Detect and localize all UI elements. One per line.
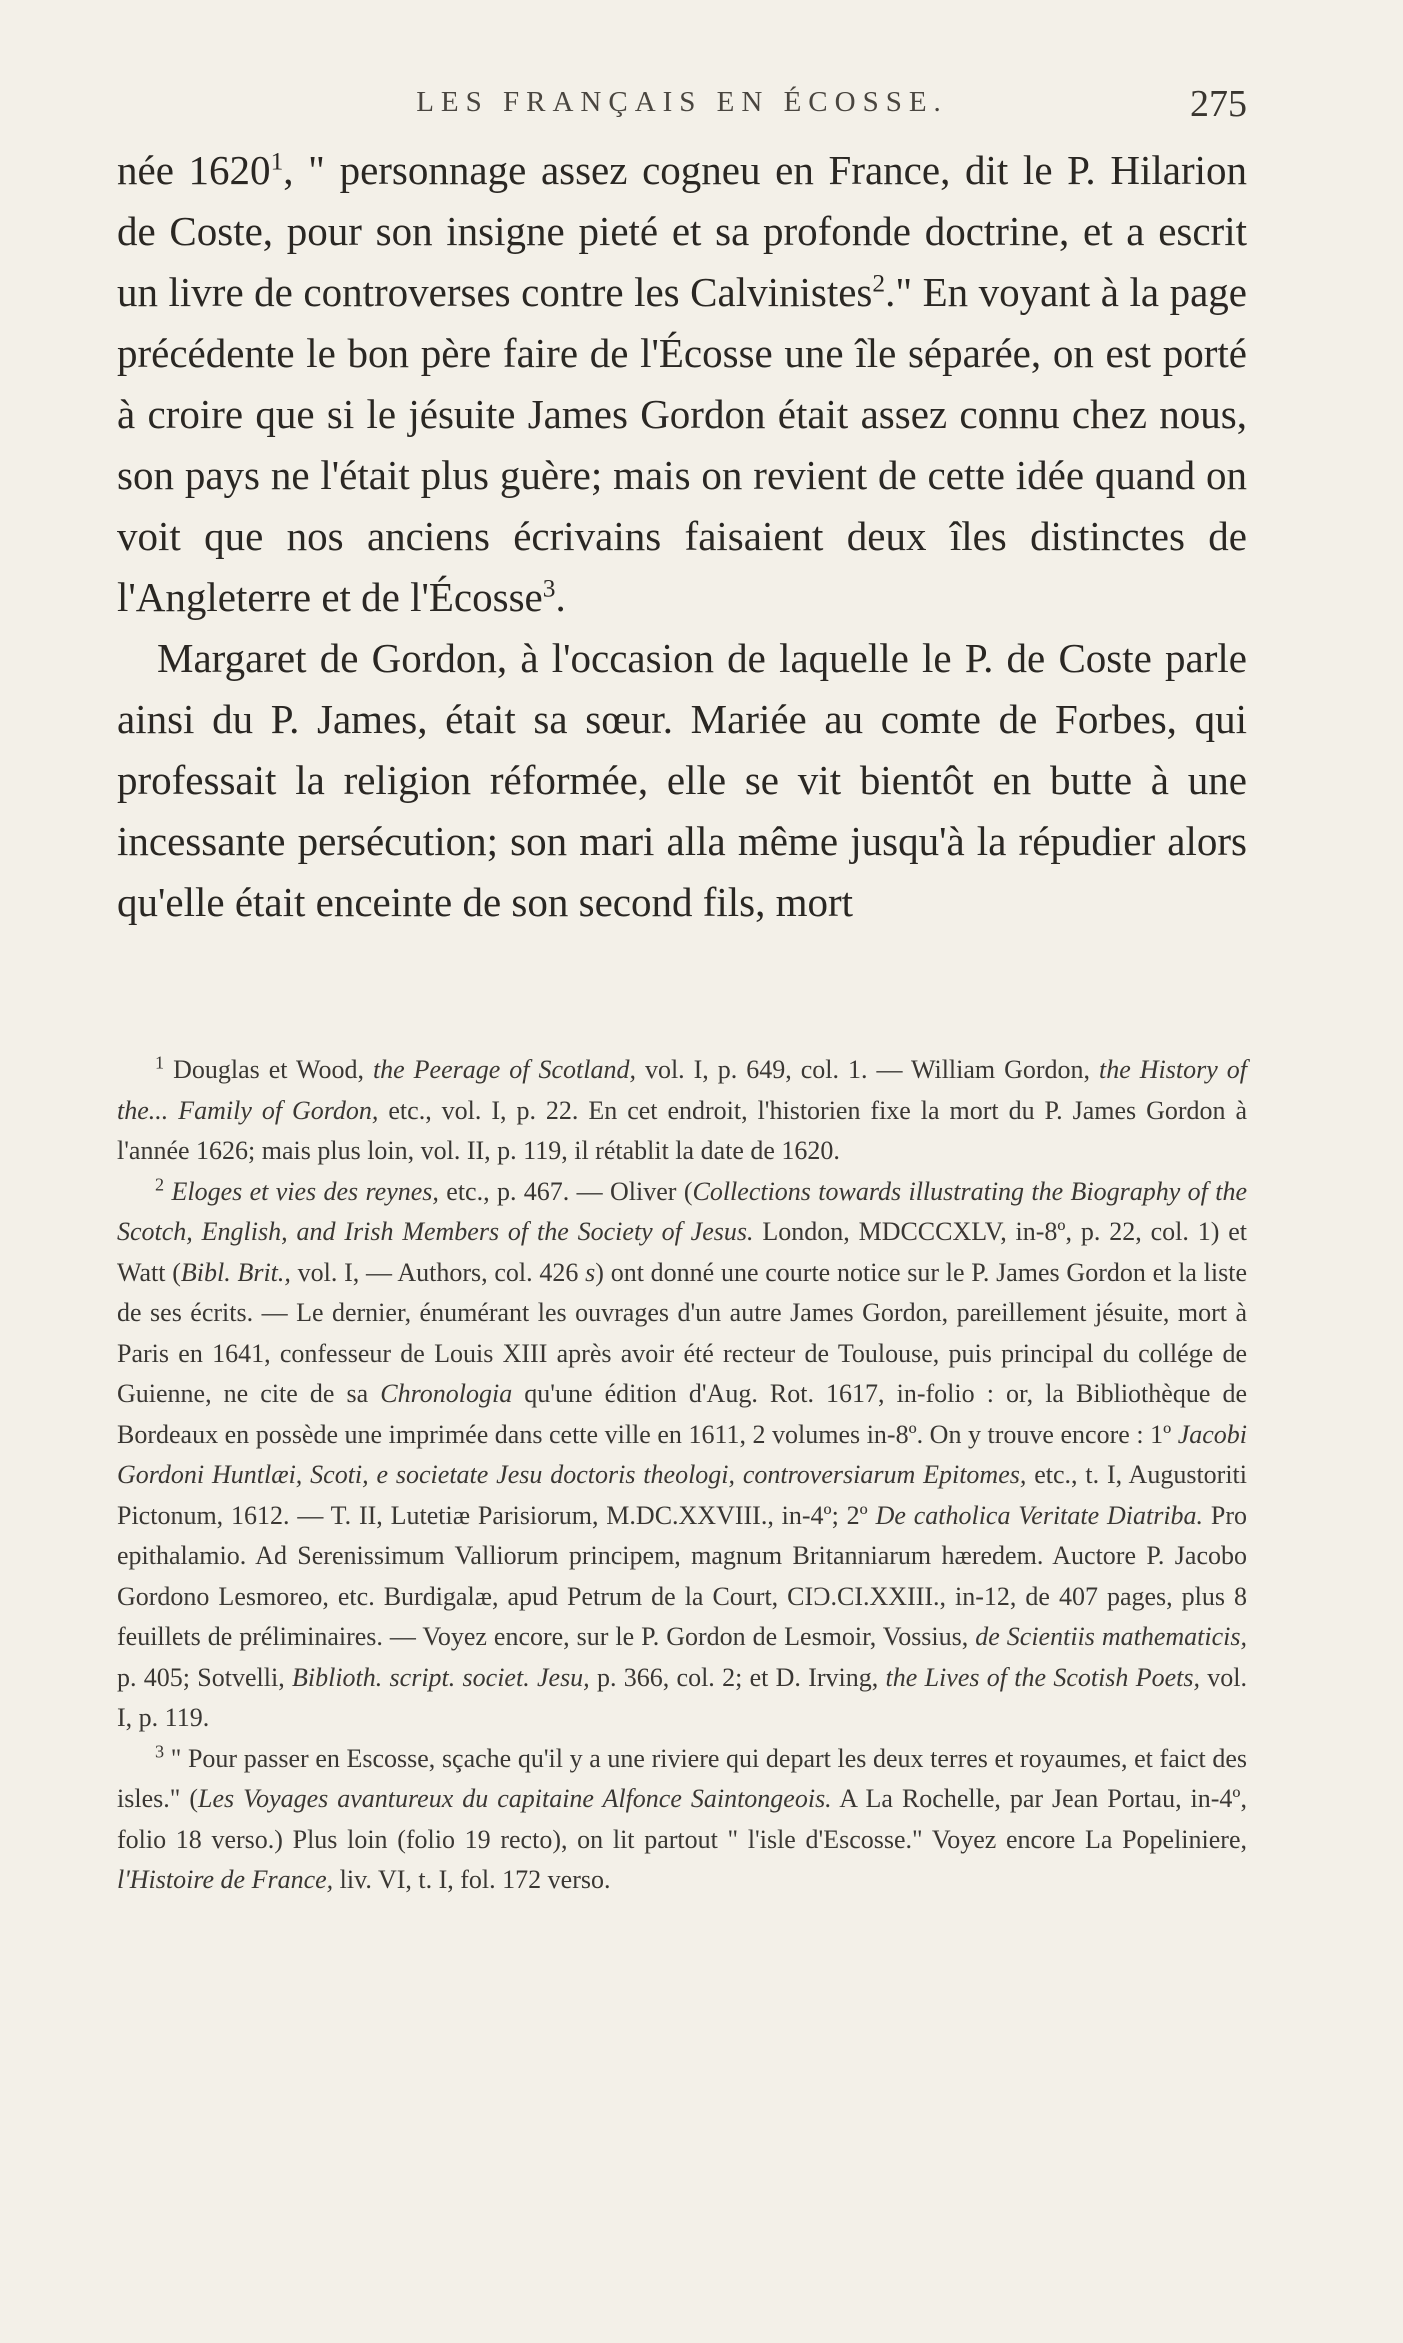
footnote-3: $^3$ " Pour passer en Escosse, sçache qu'il y a une riviere qui depart les deux terres et royaumes, et faict des isles." (Les Voyages avantureux du capitaine Alfonce Saintongeois. A La Rochelle, par Jean Portau, in-4º, folio 18 verso.) Plus loin (folio 19 recto), on lit partout " l'isle d'Escosse." Voyez encore La Popeliniere, l'Histoire de France, liv. VI, t. I, fol. 172 verso. — [117, 1740, 1248, 1894]
footnotes — [117, 1050, 1247, 1901]
paragraph-1: née 1620$^1$, " personnage assez cogneu en France, dit le P. Hilarion de Coste, pour son insigne pieté et sa profonde doctrine, et a escrit un livre de controverses contre les Calvinistes$^2$." En voyant à la page précédente le bon père faire de l'Écosse une île séparée, on est porté à croire que si le jésuite James Gordon était assez connu chez nous, son pays ne l'était plus guère; mais on revient de cette idée quand on voit que nos anciens écrivains faisaient deux îles distinctes de l'Angleterre et de l'Écosse$^3$. — [117, 147, 1247, 620]
running-title: LES FRANÇAIS EN ÉCOSSE. — [416, 86, 948, 118]
footnote-1: $^1$ Douglas et Wood, the Peerage of Scotland, vol. I, p. 649, col. 1. — William Gordon, the History of the... Family of Gordon, etc., vol. I, p. 22. En cet endroit, l'historien fixe la mort du P. James Gordon à l'année 1626; mais plus loin, vol. II, p. 119, il rétablit la date de 1620. — [117, 1052, 1248, 1165]
footnote-ref-3: 3 — [542, 574, 556, 603]
page-header — [117, 78, 1247, 138]
footnote-ref-1: 1 — [270, 147, 284, 176]
page-number: 275 — [1190, 83, 1247, 125]
main-text — [117, 140, 1247, 933]
footnote-ref-2: 2 — [872, 269, 886, 298]
paragraph-2: Margaret de Gordon, à l'occasion de laquelle le P. de Coste parle ainsi du P. James, était sa sœur. Mariée au comte de Forbes, qui professait la religion réformée, elle se vit bientôt en butte à une incessante persécution; son mari alla même jusqu'à la répudier alors qu'elle était enceinte de son second fils, mort — [117, 635, 1247, 925]
footnote-2: $^2$ Eloges et vies des reynes, etc., p. 467. — Oliver (Collections towards illustrating the Biography of the Scotch, English, and Irish Members of the Society of Jesus. London, MDCCCXLV, in-8º, p. 22, col. 1) et Watt (Bibl. Brit., vol. I, — Authors, col. 426 s) ont donné une courte notice sur le P. James Gordon et la liste de ses écrits. — Le dernier, énumérant les ouvrages d'un autre James Gordon, pareillement jésuite, mort à Paris en 1641, confesseur de Louis XIII après avoir été recteur de Toulouse, puis principal du collége de Guienne, ne cite de sa Chronologia qu'une édition d'Aug. Rot. 1617, in-folio : or, la Bibliothèque de Bordeaux en possède une imprimée dans cette ville en 1611, 2 volumes in-8º. On y trouve encore : 1º Jacobi Gordoni Huntlæi, Scoti, e societate Jesu doctoris theologi, controversiarum Epitomes, etc., t. I, Augustoriti Pictonum, 1612. — T. II, Lutetiæ Parisiorum, M.DC.XXVIII., in-4º; 2º De catholica Veritate Diatriba. Pro epithalamio. Ad Serenissimum Valliorum principem, magnum Britanniarum hæredem. Auctore P. Jacobo Gordono Lesmoreo, etc. Burdigalæ, apud Petrum de la Court, CIƆ.CI.XXIII., in-12, de 407 pages, plus 8 feuillets de préliminaires. — Voyez encore, sur le P. Gordon de Lesmoir, Vossius, de Scientiis mathematicis, p. 405; Sotvelli, Biblioth. script. societ. Jesu, p. 366, col. 2; et D. Irving, the Lives of the Scotish Poets, vol. I, p. 119. — [117, 1173, 1248, 1732]
